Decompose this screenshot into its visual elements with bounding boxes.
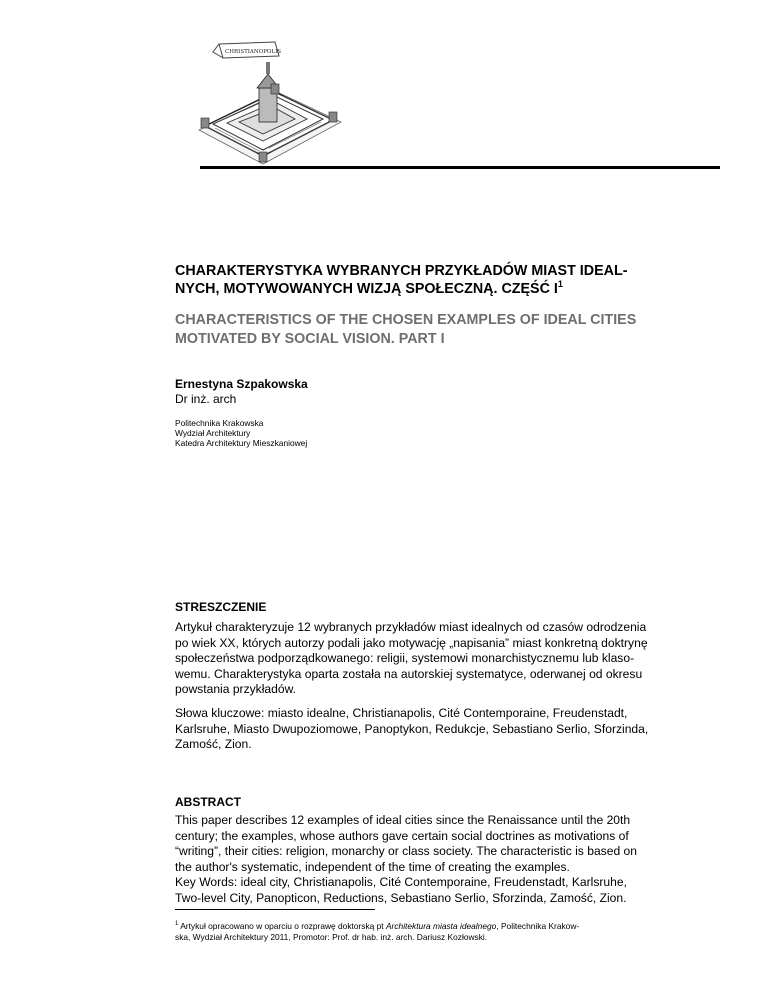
streszczenie-heading: STRESZCZENIE: [175, 600, 267, 614]
footnote-reference[interactable]: 1: [557, 279, 563, 290]
title-polish-line-1: CHARAKTERYSTYKA WYBRANYCH PRZYKŁADÓW MIAST IDEAL-: [175, 263, 628, 279]
slowa-kluczowe: [175, 706, 695, 753]
affiliation-department: Katedra Architektury Mieszkaniowej: [175, 438, 308, 448]
footnote: [175, 919, 705, 943]
christianopolis-engraving-logo: [195, 34, 345, 166]
streszczenie-line: Artykuł charakteryzuje 12 wybranych przykładów miast idealnych od czasów odrodzenia: [175, 620, 647, 634]
keywords-line: Zamość, Zion.: [175, 737, 252, 752]
streszczenie-line: wemu. Charakterystyka oparta została na autorskiej systematyce, oderwanej od okresu: [175, 666, 643, 681]
header-rule: [200, 166, 720, 169]
abstract-heading: ABSTRACT: [175, 795, 241, 809]
keywords-line: Karlsruhe, Miasto Dwupoziomowe, Panoptykon, Redukcje, Sebastiano Serlio, Sforzinda,: [175, 721, 649, 736]
footnote-line-2: ska, Wydział Architektury 2011, Promotor: Prof. dr hab. inż. arch. Dariusz Kozłowski.: [175, 931, 488, 942]
footnote-text-before: Artykuł opracowano w oparciu o rozprawę doktorską pt: [178, 920, 386, 931]
footnote-line-1: [175, 919, 705, 932]
streszczenie-body: [175, 620, 695, 698]
title-english: [175, 311, 695, 349]
logo-banner-text: CHRISTIANOPOLIS: [225, 49, 282, 55]
title-polish: [175, 262, 695, 298]
abstract-body: [175, 813, 695, 875]
keywords-line: Słowa kluczowe: miasto idealne, Christianapolis, Cité Contemporaine, Freudenstadt,: [175, 706, 628, 720]
title-english-line-1: CHARACTERISTICS OF THE CHOSEN EXAMPLES OF IDEAL CITIES: [175, 312, 637, 328]
keywords-line: Key Words: ideal city, Christianapolis, Cité Contemporaine, Freudenstadt, Karlsruhe,: [175, 875, 627, 889]
key-words: [175, 875, 695, 906]
streszczenie-line: społeczeństwa podporządkowanego: religii, systemowi monarchistycznemu lub klaso-: [175, 651, 635, 666]
affiliation-faculty: Wydział Architektury: [175, 428, 251, 438]
affiliation-university: Politechnika Krakowska: [175, 418, 264, 428]
abstract-line: the author's systematic, independent of the time of creating the examples.: [175, 859, 570, 874]
abstract-line: This paper describes 12 examples of ideal cities since the Renaissance until the 20th: [175, 813, 631, 827]
title-english-line-2: MOTIVATED BY SOCIAL VISION. PART I: [175, 331, 445, 347]
author-degree: Dr inż. arch: [175, 392, 237, 406]
footnote-rule: [175, 909, 375, 910]
author-name: Ernestyna Szpakowska: [175, 377, 308, 391]
title-polish-line-2-text: NYCH, MOTYWOWANYCH WIZJĄ SPOŁECZNĄ. CZĘŚĆ I: [175, 281, 558, 297]
abstract-line: “writing”, their cities: religion, monarchy or class society. The characteristic is based on: [175, 844, 637, 859]
footnote-mark: 1: [175, 921, 179, 927]
footnote-thesis-title: Architektura miasta idealnego: [385, 920, 497, 931]
streszczenie-line: po wiek XX, których autorzy podali jako motywację „napisania” miast konkretną doktrynę: [175, 635, 648, 650]
title-polish-line-2: [175, 280, 695, 298]
streszczenie-line: powstania przykładów.: [175, 682, 297, 697]
keywords-line: Two-level City, Panopticon, Reductions, Sebastiano Serlio, Sforzinda, Zamość, Zion.: [175, 890, 627, 905]
abstract-line: century; the examples, whose authors gave certain social doctrines as motivations of: [175, 828, 629, 843]
footnote-text-after: , Politechnika Krakow-: [496, 920, 580, 931]
